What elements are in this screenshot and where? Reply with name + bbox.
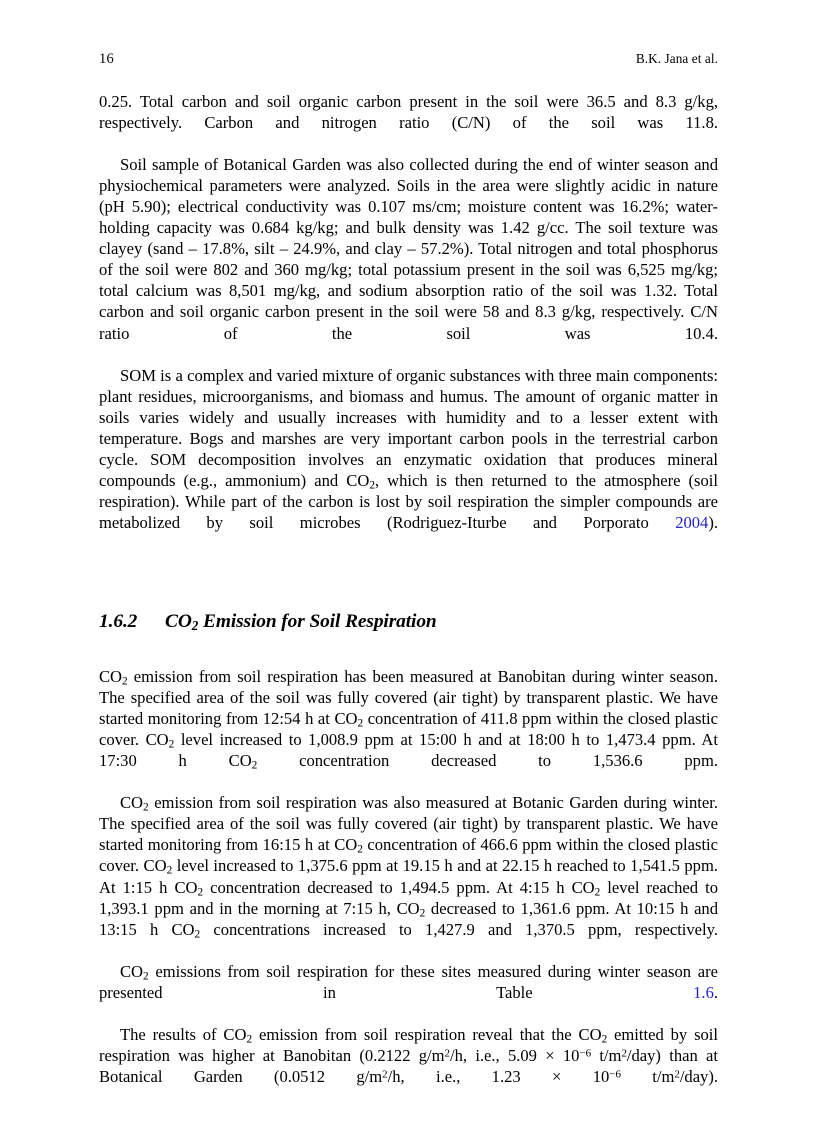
text-run: CO <box>99 667 123 687</box>
text-run: emission from soil respiration was also measured at Botanic Garden during winter. The specified area of the soil was fully covered (air tight) by transparent plastic. We have started monitoring from 16:15 h at CO <box>99 793 718 855</box>
text-run: emitted by soil respiration was higher at Banobitan (0.2122 g/m <box>99 1024 718 1065</box>
subscript: 2 <box>191 617 199 633</box>
subscript: 2 <box>357 843 363 856</box>
section-title <box>165 610 718 634</box>
subscript: 2 <box>122 675 128 688</box>
subscript: 2 <box>168 738 175 751</box>
text-run: , which is then returned to the atmosphere (soil respiration). While part of the carbon is lost by soil respiration the simpler compounds are metabolized by soil microbes (Rodriguez-Iturbe and Porporato <box>99 470 718 532</box>
text-run: concentration decreased to 1,536.6 ppm. <box>257 751 718 771</box>
page-number: 16 <box>99 51 114 67</box>
text-run: SOM is a complex and varied mixture of organic substances with three main components: plant residues, microorganisms, and biomass and humus. The amount of organic matter in soils varies widely and usually increases with humidity and to a lesser extent with temperature. Bogs and marshes are very important carbon pools in the terrestrial carbon cycle. SOM decomposition involves an enzymatic oxidation that produces mineral compounds (e.g., ammonium) and CO <box>99 365 718 490</box>
text-run: ). <box>708 512 718 532</box>
text-run: decreased to 1,361.6 ppm. At 10:15 h and 13:15 h CO <box>99 898 718 939</box>
text-run: concentration of 411.8 ppm within the closed plastic cover. CO <box>99 709 718 750</box>
subscript: 2 <box>166 864 173 877</box>
text-run: The results of CO <box>120 1024 247 1044</box>
para-banobitan-measurement <box>99 666 718 792</box>
superscript: 2 <box>621 1047 627 1060</box>
subscript: 2 <box>143 801 149 814</box>
text-run: CO <box>120 961 144 981</box>
cross-reference-link[interactable]: 1.6 <box>693 982 714 1002</box>
subscript: 2 <box>594 885 601 898</box>
paragraphs-before-heading <box>99 91 718 554</box>
para-results-comparison <box>99 1024 718 1108</box>
superscript: 2 <box>674 1068 680 1081</box>
cross-reference-link[interactable]: 2004 <box>675 512 709 532</box>
running-head-authors: B.K. Jana et al. <box>635 51 718 66</box>
text-run: Emission for Soil Respiration <box>198 611 437 633</box>
subscript: 2 <box>357 717 364 730</box>
running-head <box>99 52 718 67</box>
superscript: 2 <box>444 1047 451 1060</box>
text-run: concentrations increased to 1,427.9 and 1,370.5 ppm, respectively. <box>200 919 718 939</box>
para-som-definition <box>99 365 718 554</box>
superscript: −6 <box>579 1047 592 1060</box>
heading-spacer-below <box>99 634 718 666</box>
text-run: 0.25. Total carbon and soil organic carbon present in the soil were 36.5 and 8.3 g/kg, respectively. Carbon and nitrogen ratio (C/N) of the soil was 11.8. <box>99 92 718 133</box>
text-run: emission from soil respiration reveal that the CO <box>252 1024 602 1044</box>
para-table-reference <box>99 961 718 1024</box>
superscript: 2 <box>382 1068 388 1081</box>
subscript: 2 <box>419 907 426 920</box>
para-soil-carbon-continued <box>99 91 718 154</box>
text-run: /day). <box>679 1066 718 1086</box>
para-botanical-garden-sample <box>99 154 718 364</box>
text-run: /h, i.e., 5.09 × 10 <box>450 1045 580 1065</box>
section-number: 1.6.2 <box>99 611 138 633</box>
subscript: 2 <box>194 928 201 941</box>
paragraphs-after-heading <box>99 666 718 1108</box>
page-body <box>99 91 718 1108</box>
text-run: emissions from soil respiration for these sites measured during winter season are presented in Table <box>99 961 718 1002</box>
text-run: concentration decreased to 1,494.5 ppm. At 4:15 h CO <box>203 877 595 897</box>
text-run: level increased to 1,008.9 ppm at 15:00 h and at 18:00 h to 1,473.4 ppm. At 17:30 h CO <box>99 730 718 771</box>
subscript: 2 <box>143 970 149 983</box>
text-run: /h, i.e., 1.23 × 10 <box>387 1066 610 1086</box>
subscript: 2 <box>251 759 258 772</box>
superscript: −6 <box>609 1068 621 1081</box>
subscript: 2 <box>369 479 375 492</box>
text-run: level increased to 1,375.6 ppm at 19.15 h and at 22.15 h reached to 1,541.5 ppm. At 1:15 h CO <box>99 856 719 897</box>
text-run: level reached to 1,393.1 ppm and in the morning at 7:15 h, CO <box>99 877 718 918</box>
subscript: 2 <box>246 1033 253 1046</box>
text-run: Soil sample of Botanical Garden was also collected during the end of winter season and physiochemical parameters were analyzed. Soils in the area were slightly acidic in nature (pH 5.90); electrical conductivity was 0.107 ms/cm; moisture content was 16.2%; water-holding capacity was 0.684 kg/kg; and bulk density was 1.42 g/cc. The soil texture was clayey (sand – 17.8%, silt – 24.9%, and clay – 57.2%). Total nitrogen and total phosphorus of the soil were 802 and 360 mg/kg; total potassium present in the soil was 6,525 mg/kg; total calcium was 8,501 mg/kg, and sodium absorption ratio of the soil was 1.32. Total carbon and soil organic carbon present in the soil were 58 and 8.3 g/kg, respectively. C/N ratio of the soil was 10.4. <box>99 155 718 343</box>
text-run: concentration of 466.6 ppm within the closed plastic cover. CO <box>99 835 718 876</box>
text-run: CO <box>120 793 144 813</box>
text-run: t/m <box>591 1045 622 1065</box>
text-run: /day) than at Botanical Garden (0.0512 g/m <box>99 1045 718 1086</box>
heading-spacer-above <box>99 554 718 610</box>
subscript: 2 <box>197 885 204 898</box>
text-run: CO <box>165 611 192 633</box>
text-run: emission from soil respiration has been measured at Banobitan during winter season. The specified area of the soil was fully covered (air tight) by transparent plastic. We have started monitoring from 12:54 h at CO <box>99 667 718 729</box>
text-run: . <box>713 982 718 1002</box>
text-run: t/m <box>620 1066 675 1086</box>
subscript: 2 <box>601 1033 608 1046</box>
section-heading <box>99 610 718 634</box>
para-botanic-garden-measurement <box>99 792 718 960</box>
